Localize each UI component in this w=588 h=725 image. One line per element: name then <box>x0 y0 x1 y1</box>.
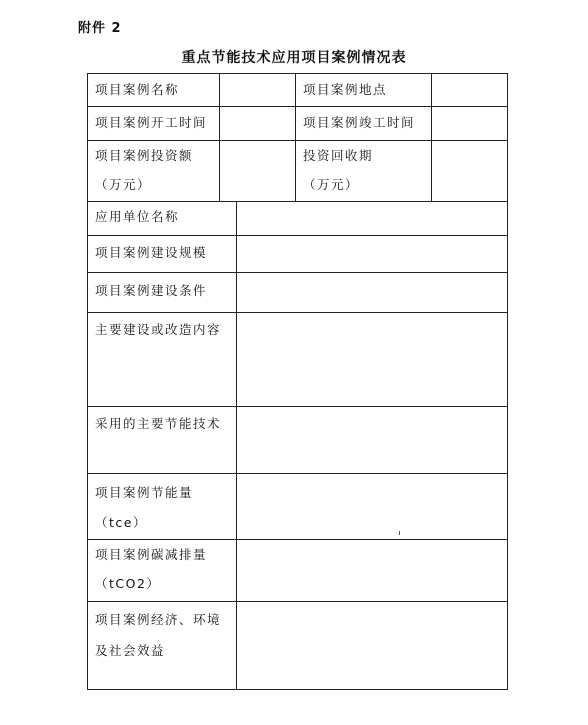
technology-label: 采用的主要节能技术 <box>95 416 222 431</box>
payback-value[interactable] <box>432 141 507 201</box>
energy-saving-unit: （tce） <box>95 515 147 530</box>
conditions-label: 项目案例建设条件 <box>95 283 208 298</box>
carbon-reduction-unit: （tCO2） <box>95 576 161 591</box>
start-time-value[interactable] <box>220 107 295 140</box>
case-location-label: 项目案例地点 <box>303 82 388 97</box>
payback-label: 投资回收期 <box>303 148 374 163</box>
investment-value[interactable] <box>220 141 295 201</box>
scale-value[interactable] <box>237 236 507 272</box>
payback-unit: （万元） <box>303 177 360 192</box>
benefits-label-line2: 及社会效益 <box>95 643 166 658</box>
content-label: 主要建设或改造内容 <box>95 322 222 337</box>
scale-label: 项目案例建设规模 <box>95 245 208 260</box>
conditions-value[interactable] <box>237 273 507 312</box>
finish-time-value[interactable] <box>432 107 507 140</box>
col-border <box>295 73 296 201</box>
col-border <box>507 73 508 690</box>
investment-unit: （万元） <box>95 177 152 192</box>
attachment-label: 附件 2 <box>78 21 122 36</box>
investment-label: 项目案例投资额 <box>95 148 194 163</box>
finish-time-label: 项目案例竣工时间 <box>303 115 416 130</box>
carbon-reduction-value[interactable] <box>237 540 507 601</box>
content-value[interactable] <box>237 313 507 406</box>
energy-saving-value[interactable] <box>237 474 507 539</box>
form-title: 重点节能技术应用项目案例情况表 <box>181 50 407 66</box>
unit-name-value[interactable] <box>237 202 507 235</box>
benefits-value[interactable] <box>237 602 507 689</box>
form-table <box>87 73 508 690</box>
case-location-value[interactable] <box>432 74 507 106</box>
stray-mark <box>399 531 400 535</box>
unit-name-label: 应用单位名称 <box>95 209 180 224</box>
start-time-label: 项目案例开工时间 <box>95 115 208 130</box>
case-name-label: 项目案例名称 <box>95 82 180 97</box>
col-border <box>87 73 88 690</box>
carbon-reduction-label: 项目案例碳减排量 <box>95 547 208 562</box>
benefits-label-line1: 项目案例经济、环境 <box>95 612 222 627</box>
energy-saving-label: 项目案例节能量 <box>95 485 194 500</box>
technology-value[interactable] <box>237 407 507 473</box>
row-border <box>87 689 508 690</box>
case-name-value[interactable] <box>220 74 295 106</box>
